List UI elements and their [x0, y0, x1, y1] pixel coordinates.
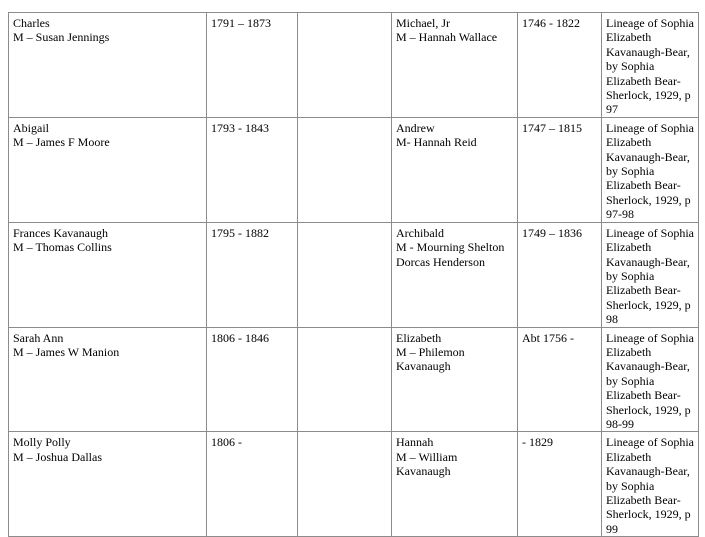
child-dates: 1791 – 1873: [207, 13, 298, 118]
sibling-spouse: M – Philemon Kavanaugh: [396, 344, 465, 374]
sibling-name: Archibald: [396, 225, 444, 240]
sibling-dates: 1746 - 1822: [518, 13, 602, 118]
sibling-spouse: M - Mourning Shelton Dorcas Henderson: [396, 240, 505, 269]
sibling-spouse: M – William Kavanaugh: [396, 449, 458, 479]
sibling-dates: 1747 – 1815: [518, 117, 602, 222]
lineage-table: [8, 12, 699, 537]
child-spouse: M – James W Manion: [13, 344, 120, 359]
sibling-name: Hannah: [396, 435, 434, 450]
child-dates: 1795 - 1882: [207, 222, 298, 327]
sibling-dates: - 1829: [518, 432, 602, 537]
child-name: Frances Kavanaugh: [13, 225, 108, 240]
empty-cell: [298, 222, 392, 327]
sibling-dates: 1749 – 1836: [518, 222, 602, 327]
child-name: Molly Polly: [13, 435, 71, 450]
table-row: [9, 327, 699, 432]
sibling-name: Andrew: [396, 120, 435, 135]
child-spouse: M – Susan Jennings: [13, 30, 110, 45]
table-row: [9, 432, 699, 537]
sibling-cell: [392, 432, 518, 537]
empty-cell: [298, 327, 392, 432]
table-row: [9, 13, 699, 118]
child-cell: [9, 222, 207, 327]
source-cell: Lineage of Sophia Elizabeth Kavanaugh-Bear, by Sophia Elizabeth Bear-Sherlock, 1929, p 98-99: [602, 327, 699, 432]
child-name: Abigail: [13, 120, 49, 135]
child-spouse: M – James F Moore: [13, 135, 110, 150]
sibling-dates: Abt 1756 -: [518, 327, 602, 432]
child-spouse: M – Joshua Dallas: [13, 449, 102, 464]
sibling-name: Michael, Jr: [396, 16, 450, 30]
child-cell: [9, 327, 207, 432]
sibling-name: Elizabeth: [396, 330, 442, 345]
sibling-spouse: M – Hannah Wallace: [396, 30, 498, 45]
table-row: [9, 222, 699, 327]
child-dates: 1793 - 1843: [207, 117, 298, 222]
sibling-cell: [392, 327, 518, 432]
child-cell: [9, 13, 207, 118]
child-cell: [9, 117, 207, 222]
empty-cell: [298, 13, 392, 118]
sibling-spouse: M- Hannah Reid: [396, 135, 477, 150]
child-name: Charles: [13, 16, 50, 30]
empty-cell: [298, 117, 392, 222]
child-dates: 1806 - 1846: [207, 327, 298, 432]
sibling-cell: [392, 222, 518, 327]
child-spouse: M – Thomas Collins: [13, 240, 112, 255]
sibling-cell: [392, 117, 518, 222]
empty-cell: [298, 432, 392, 537]
source-cell: Lineage of Sophia Elizabeth Kavanaugh-Bear, by Sophia Elizabeth Bear-Sherlock, 1929, p 97: [602, 13, 699, 118]
child-cell: [9, 432, 207, 537]
sibling-cell: [392, 13, 518, 118]
source-cell: Lineage of Sophia Elizabeth Kavanaugh-Bear, by Sophia Elizabeth Bear-Sherlock, 1929, p 97-98: [602, 117, 699, 222]
child-name: Sarah Ann: [13, 330, 64, 345]
child-dates: 1806 -: [207, 432, 298, 537]
source-cell: Lineage of Sophia Elizabeth Kavanaugh-Bear, by Sophia Elizabeth Bear-Sherlock, 1929, p 99: [602, 432, 699, 537]
table-row: [9, 117, 699, 222]
source-cell: Lineage of Sophia Elizabeth Kavanaugh-Bear, by Sophia Elizabeth Bear-Sherlock, 1929, p 98: [602, 222, 699, 327]
